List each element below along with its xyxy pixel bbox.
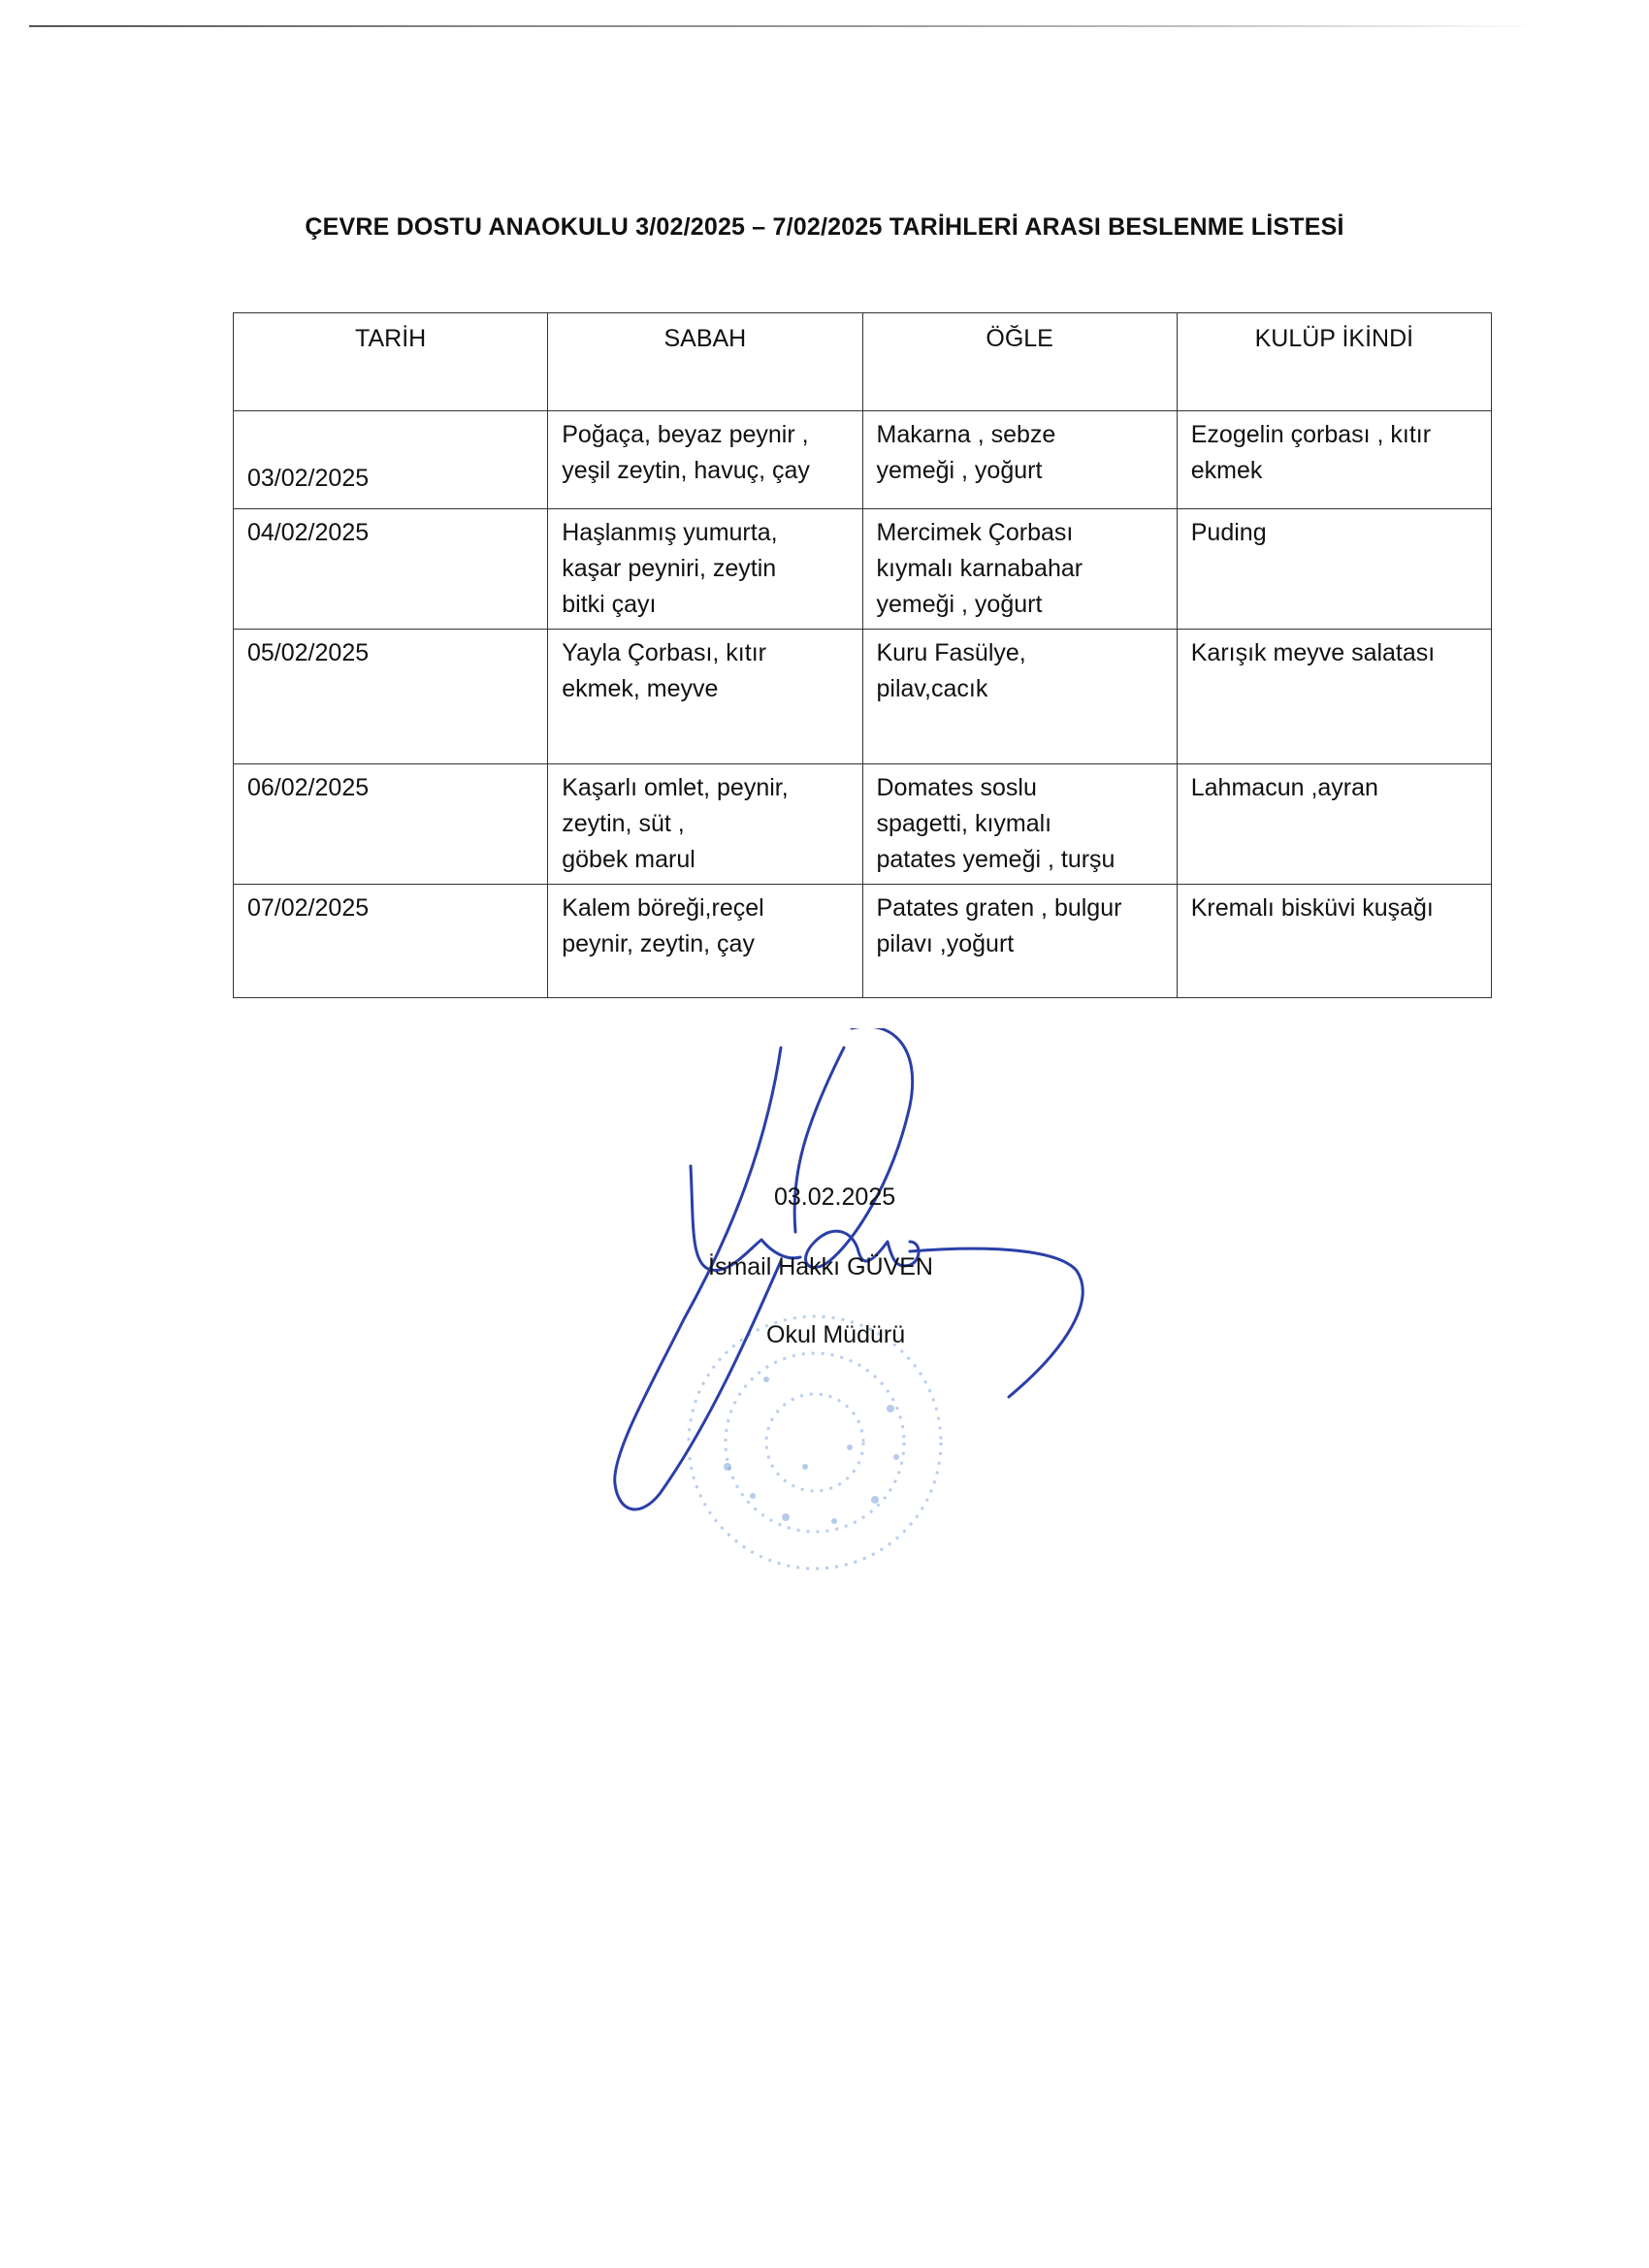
cell-line: Yayla Çorbası, kıtır [562, 639, 766, 666]
ogle-cell [862, 630, 1177, 764]
ogle-cell [862, 509, 1177, 630]
table-row [234, 411, 1492, 509]
header-tarih: TARİH [234, 313, 548, 411]
sabah-cell [548, 509, 862, 630]
header-ogle: ÖĞLE [862, 313, 1177, 411]
cell-line: yeşil zeytin, havuç, çay [562, 457, 810, 484]
sabah-cell [548, 630, 862, 764]
ogle-cell [862, 764, 1177, 885]
ikindi-cell [1177, 411, 1491, 509]
sabah-cell [548, 764, 862, 885]
cell-line: spagetti, kıymalı [876, 810, 1052, 837]
signatory-role: Okul Müdürü [766, 1321, 906, 1348]
cell-line: Kalem böreği,reçel [562, 894, 764, 922]
handwritten-signature-icon [601, 1028, 1106, 1571]
signature-block [601, 1028, 1106, 1571]
cell-line: Kaşarlı omlet, peynir, [562, 774, 789, 801]
date-cell: 05/02/2025 [234, 630, 548, 764]
cell-line: kaşar peyniri, zeytin [562, 555, 777, 582]
cell-line: patates yemeği , turşu [876, 846, 1116, 873]
cell-line: peynir, zeytin, çay [562, 930, 755, 957]
header-sabah: SABAH [548, 313, 862, 411]
cell-line: zeytin, süt , [562, 810, 685, 837]
cell-line: Poğaça, beyaz peynir , [562, 421, 809, 448]
ogle-cell [862, 411, 1177, 509]
date-cell: 06/02/2025 [234, 764, 548, 885]
cell-line: Domates soslu [876, 774, 1037, 801]
scan-edge-line [29, 25, 1542, 27]
ogle-cell [862, 885, 1177, 998]
cell-line: yemeği , yoğurt [876, 457, 1043, 484]
sabah-cell [548, 885, 862, 998]
table-row [234, 630, 1492, 764]
document-title: ÇEVRE DOSTU ANAOKULU 3/02/2025 – 7/02/2025 TARİHLERİ ARASI BESLENME LİSTESİ [305, 213, 1344, 241]
cell-line: Haşlanmış yumurta, [562, 519, 778, 546]
cell-line: ekmek, meyve [562, 675, 719, 702]
ikindi-cell [1177, 885, 1491, 998]
cell-line: Puding [1190, 519, 1267, 546]
cell-line: pilavı ,yoğurt [876, 930, 1015, 957]
cell-line: Lahmacun ,ayran [1190, 774, 1378, 801]
cell-line: göbek marul [562, 846, 695, 873]
meal-table [233, 312, 1492, 998]
table-row [234, 885, 1492, 998]
cell-line: pilav,cacık [876, 675, 988, 702]
header-kulup-ikindi: KULÜP İKİNDİ [1177, 313, 1491, 411]
date-cell: 07/02/2025 [234, 885, 548, 998]
cell-line: Patates graten , bulgur [876, 894, 1122, 922]
cell-line: bitki çayı [562, 591, 657, 618]
table-row [234, 764, 1492, 885]
cell-line: yemeği , yoğurt [876, 591, 1043, 618]
ikindi-cell [1177, 764, 1491, 885]
cell-line: Karışık meyve salatası [1190, 639, 1436, 666]
cell-line: Mercimek Çorbası [876, 519, 1074, 546]
signatory-name: İsmail Hakkı GÜVEN [708, 1253, 933, 1280]
table-row [234, 509, 1492, 630]
cell-line: Ezogelin çorbası , kıtır [1190, 421, 1432, 448]
cell-line: Kuru Fasülye, [876, 639, 1026, 666]
table-header-row [234, 313, 1492, 411]
signature-date: 03.02.2025 [774, 1183, 896, 1211]
date-cell: 04/02/2025 [234, 509, 548, 630]
ikindi-cell [1177, 630, 1491, 764]
sabah-cell [548, 411, 862, 509]
cell-line: Kremalı bisküvi kuşağı [1190, 894, 1434, 922]
date-cell: 03/02/2025 [234, 411, 548, 509]
cell-line: kıymalı karnabahar [876, 555, 1083, 582]
ikindi-cell [1177, 509, 1491, 630]
cell-line: ekmek [1190, 457, 1263, 484]
cell-line: Makarna , sebze [876, 421, 1056, 448]
